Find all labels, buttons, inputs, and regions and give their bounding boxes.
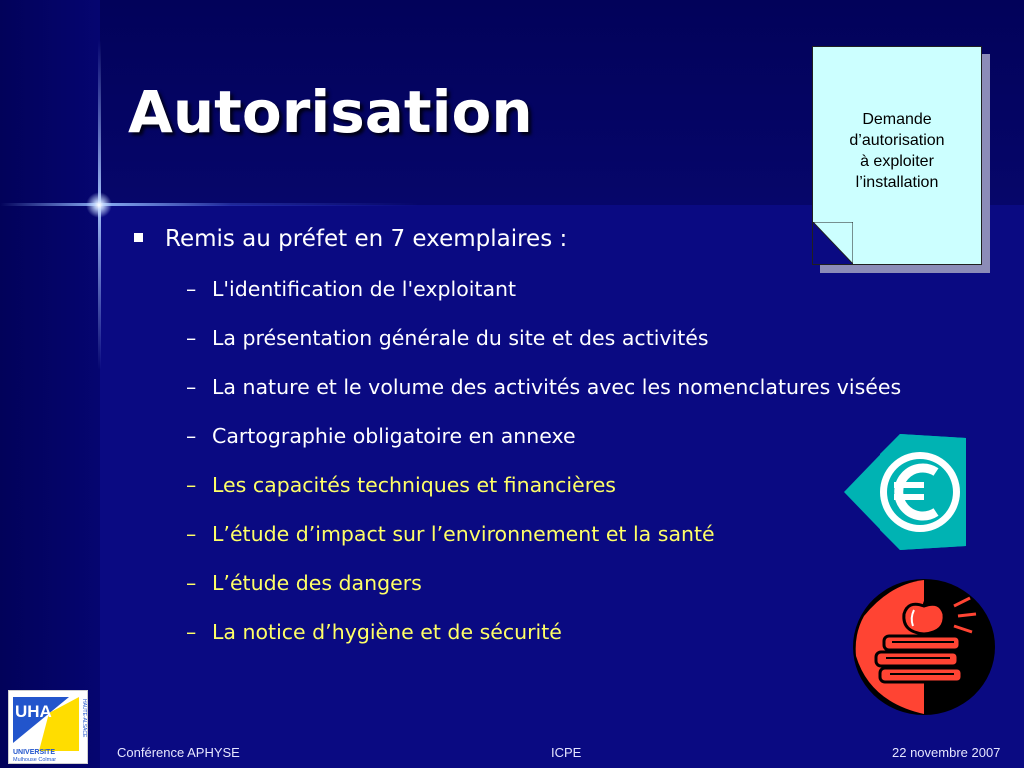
sub-bullet [186,522,715,546]
sub-bullet [186,424,576,448]
sub-bullet-text: Cartographie obligatoire en annexe [212,424,576,448]
apple-books-icon [850,576,998,718]
sub-bullet-text: L’étude d’impact sur l’environnement et la santé [212,522,715,546]
sub-bullet [186,326,709,350]
svg-text:HAUTE-ALSACE: HAUTE-ALSACE [81,699,87,738]
note-line: à exploiter [860,153,934,170]
university-logo [8,690,88,764]
main-bullet-text: Remis au préfet en 7 exemplaires : [165,226,568,252]
dash-marker: – [186,375,197,399]
dash-marker: – [186,522,197,546]
dash-marker: – [186,424,197,448]
uha-logo-icon [9,691,87,763]
sub-bullet-text: La nature et le volume des activités avec les nomenclatures visées [212,375,902,399]
folded-note-card [812,46,982,265]
sub-bullet [186,277,516,301]
footer-center: ICPE [551,745,582,760]
dash-marker: – [186,326,197,350]
light-flare-horizontal [0,203,420,206]
sub-bullet [186,375,901,399]
main-bullet [126,226,567,252]
footer-right: 22 novembre 2007 [892,745,1001,760]
sub-bullet-text: La notice d’hygiène et de sécurité [212,620,562,644]
svg-text:UNIVERSITE: UNIVERSITE [13,749,56,756]
note-line: l’installation [855,174,939,191]
svg-text:Mulhouse Colmar: Mulhouse Colmar [13,757,57,763]
dash-marker: – [186,277,197,301]
euro-icon [840,430,972,554]
sub-bullet-text: Les capacités techniques et financières [212,473,616,497]
sub-bullet-text: L’étude des dangers [212,571,422,595]
sub-bullet [186,473,616,497]
note-line: d’autorisation [849,132,945,149]
dash-marker: – [186,571,197,595]
sub-bullet [186,620,562,644]
slide-title: Autorisation [128,78,533,146]
svg-text:UHA: UHA [15,702,52,721]
footer-left: Conférence APHYSE [117,745,240,760]
sub-bullet-text: La présentation générale du site et des activités [212,326,709,350]
dash-marker: – [186,620,197,644]
left-band [0,0,100,768]
folded-corner-icon [813,222,853,264]
note-line: Demande [862,111,932,128]
square-bullet-icon [134,233,143,242]
sub-bullet-text: L'identification de l'exploitant [212,277,517,301]
note-text [813,47,981,193]
dash-marker: – [186,473,197,497]
light-flare-core [86,192,112,218]
sub-bullet [186,571,422,595]
